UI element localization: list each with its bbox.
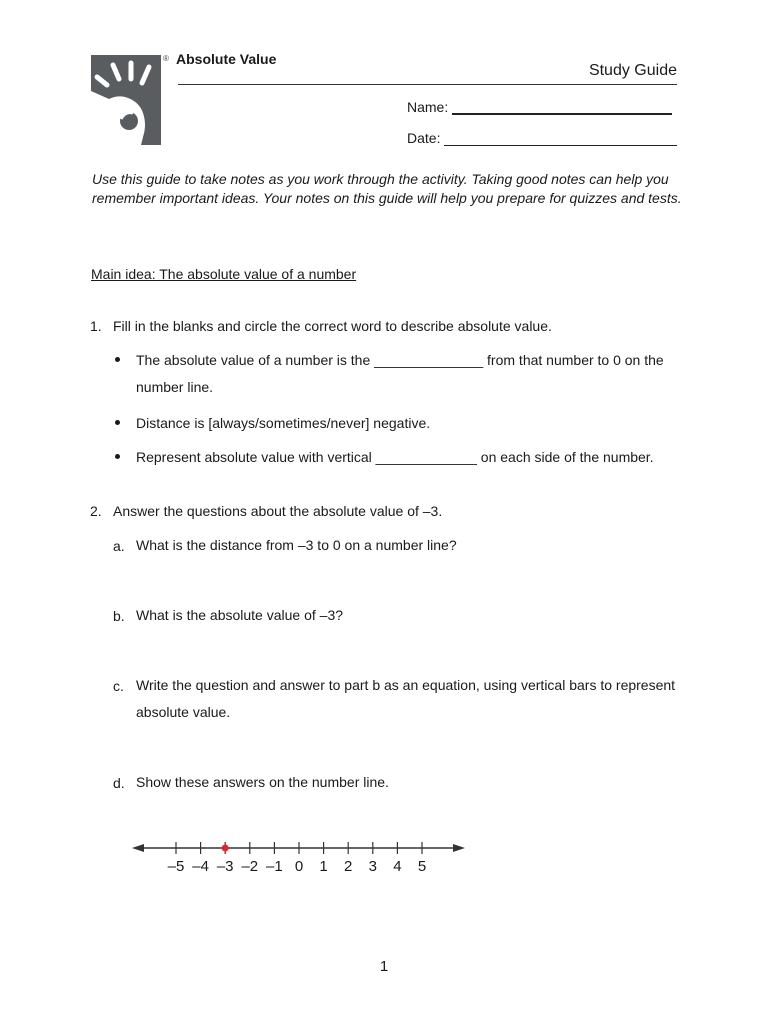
date-label: Date: [407,130,441,146]
number-line-label: 3 [368,858,377,875]
name-label: Name: [407,99,449,115]
main-idea-heading: Main idea: The absolute value of a number [91,266,357,282]
date-blank-line[interactable] [444,145,677,146]
question-2-text: Answer the questions about the absolute value of –3. [113,503,443,519]
bullet-text: The absolute value of a number is the ______________ from that number to 0 on the number line. [136,352,664,395]
part-c-text: Write the question and answer to part b as an equation, using vertical bars to represent absolute value. [136,677,676,720]
left-arrow-icon [132,844,144,852]
number-line-label: 4 [393,858,402,875]
part-d-letter: d. [113,775,125,791]
bullet-item [136,444,686,471]
bullet-item [136,347,686,401]
registered-mark: ® [163,54,169,63]
part-d-text: Show these answers on the number line. [136,774,389,790]
bullet-text: Represent absolute value with vertical _____________ on each side of the number. [136,449,654,465]
bullet-item [136,410,686,437]
study-guide-label: Study Guide [588,62,677,79]
name-blank-line[interactable] [452,113,672,115]
part-c-letter: c. [113,678,124,694]
header-divider [178,84,677,85]
explorelearning-logo [91,55,161,145]
number-line-label: 2 [344,858,353,875]
number-line-label: –4 [192,858,209,875]
number-line-label: –3 [216,858,234,875]
name-field[interactable] [407,99,672,115]
intro-instructions: Use this guide to take notes as you work through the activity. Taking good notes can help you remember important ideas. Your notes on this guide will help you prepare for quizzes and tests. [92,171,682,206]
marked-point[interactable] [222,845,229,852]
bullet-icon [115,454,120,459]
question-1-text: Fill in the blanks and circle the correct word to describe absolute value. [113,318,552,334]
part-a-text: What is the distance from –3 to 0 on a number line? [136,537,457,553]
number-line[interactable] [128,832,473,882]
part-a-letter: a. [113,538,125,554]
number-line-label: –2 [241,858,259,875]
number-line-label: 5 [417,858,427,875]
bullet-icon [115,357,120,362]
number-line-label: –5 [167,858,185,875]
bullet-text: Distance is [always/sometimes/never] negative. [136,415,431,431]
document-title: Absolute Value [176,51,277,67]
part-b-letter: b. [113,608,125,624]
number-line-label: 0 [294,858,304,875]
number-line-label: –1 [266,858,283,875]
page-number: 1 [379,958,389,975]
question-2-number: 2. [90,503,102,519]
date-field[interactable] [407,130,677,146]
bullet-icon [115,420,120,425]
question-1-number: 1. [90,318,102,334]
number-line-label: 1 [319,858,328,875]
right-arrow-icon [453,844,465,852]
part-b-text: What is the absolute value of –3? [136,607,344,623]
